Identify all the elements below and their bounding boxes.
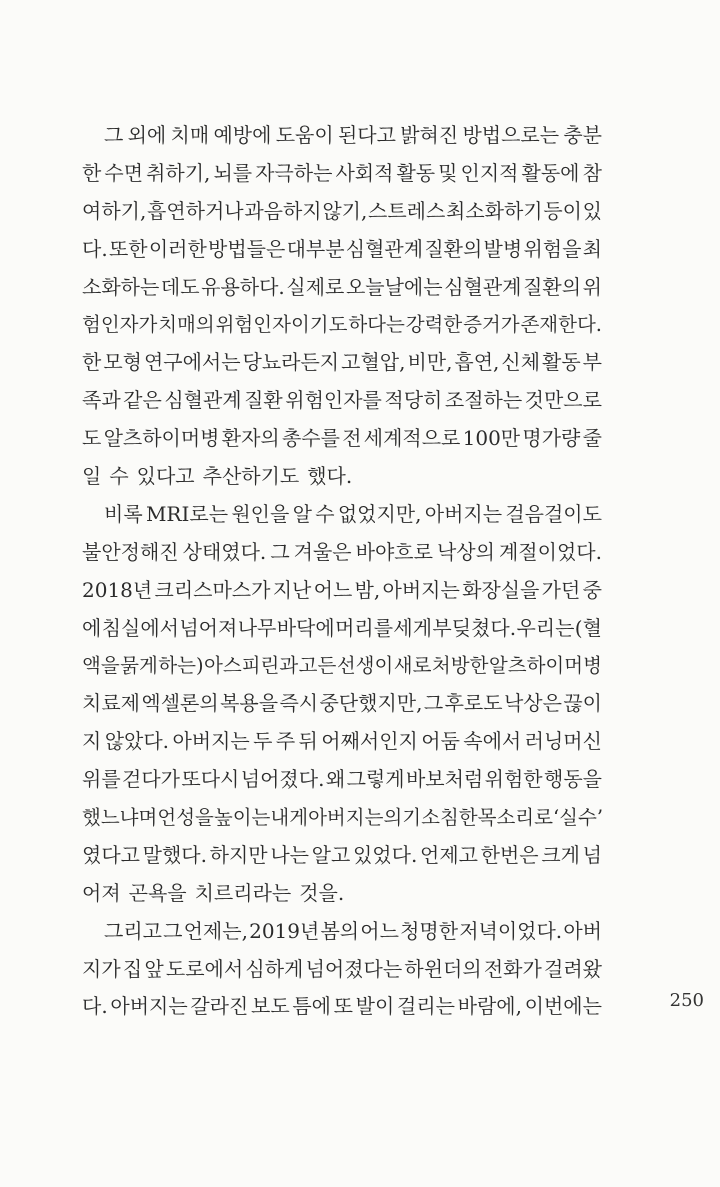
text-line: 위를 걷다가 또다시 넘어졌다. 왜 그렇게 바보처럼 위험한 행동을 [82, 767, 602, 792]
text-line: 소화하는 데도 유용하다. 실제로 오늘날에는 심혈관계 질환의 위 [82, 274, 602, 299]
text-line: 일 수 있다고 추산하기도 했다. [82, 464, 353, 489]
text-line: 다. 아버지는 갈라진 보도 틈에 또 발이 걸리는 바람에, 이번에는 [82, 994, 602, 1019]
text-line: 비록 MRI로는 원인을 알 수 없었지만, 아버지는 걸음걸이도 [104, 501, 602, 526]
paragraph-2 [82, 496, 602, 913]
text-line: 불안정해진 상태였다. 그 겨울은 바야흐로 낙상의 계절이었다. [82, 539, 602, 564]
text-line: 였다고 말했다. 하지만 나는 알고 있었다. 언제고 한번은 크게 넘 [82, 842, 602, 867]
text-line: 그리고 그 언제는, 2019년 봄의 어느 청명한 저녁이었다. 아버 [104, 918, 602, 943]
text-line: 에 침실에서 넘어져 나무 바닥에 머리를 세게 부딪쳤다. 우리는 (혈 [82, 615, 602, 640]
text-line: 지가 집 앞 도로에서 심하게 넘어졌다는 하윈더의 전화가 걸려왔 [82, 956, 602, 981]
paragraph-1 [82, 117, 602, 496]
text-line: 어져 곤욕을 치르리라는 것을. [82, 880, 345, 905]
page-number: 250 [669, 990, 704, 1011]
body-text [82, 117, 602, 1026]
paragraph-3 [82, 913, 602, 1027]
text-line: 했느냐며 언성을 높이는 내게 아버지는 의기소침한 목소리로 ‘실수’ [82, 806, 604, 830]
text-line: 치료제 엑셀론의 복용을 즉시 중단했지만, 그 후로도 낙상은 끊이 [82, 691, 602, 716]
text-line: 2018년 크리스마스가 지난 어느 밤, 아버지는 화장실을 가던 중 [82, 577, 602, 602]
text-line: 지 않았다. 아버지는 두 주 뒤 어째서인지 어둠 속에서 러닝머신 [82, 729, 602, 754]
text-line: 족과 같은 심혈관계 질환 위험인자를 적당히 조절하는 것만으로 [82, 388, 602, 413]
text-line: 도 알츠하이머병 환자의 총수를 전 세계적으로 100만 명가량 줄 [82, 426, 602, 451]
text-line: 다. 또한 이러한 방법들은 대부분 심혈관계 질환의 발병 위험을 최 [82, 236, 602, 261]
text-line: 한 수면 취하기, 뇌를 자극하는 사회적 활동 및 인지적 활동에 참 [82, 160, 602, 185]
text-line: 험인자가 치매의 위험인자이기도 하다는 강력한 증거가 존재한다. [82, 313, 602, 337]
text-line: 여하기, 흡연하거나 과음하지 않기, 스트레스 최소화하기 등이 있 [82, 198, 602, 223]
text-line: 액을 묽게 하는) 아스피린과 고든 선생이 새로 처방한 알츠하이머병 [82, 654, 602, 678]
text-line: 한 모형 연구에서는 당뇨라든지 고혈압, 비만, 흡연, 신체 활동 부 [82, 350, 602, 375]
text-line: 그 외에 치매 예방에 도움이 된다고 밝혀진 방법으로는 충분 [104, 123, 602, 147]
